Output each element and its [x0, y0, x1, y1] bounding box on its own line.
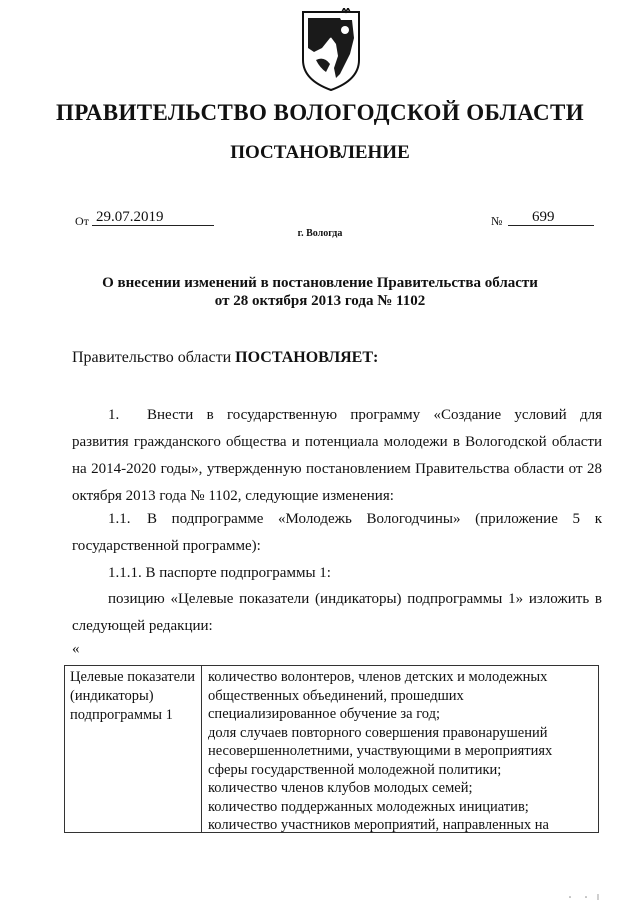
paragraph-1	[72, 402, 602, 510]
indicators-table	[64, 665, 599, 833]
document-date: 29.07.2019	[92, 209, 214, 226]
document-type: ПОСТАНОВЛЕНИЕ	[230, 142, 410, 163]
organization-title: ПРАВИТЕЛЬСТВО ВОЛОГОДСКОЙ ОБЛАСТИ	[55, 100, 585, 125]
paragraph-1-1	[72, 506, 602, 560]
paragraph-position: позицию «Целевые показатели (индикаторы) подпрограммы 1» изложить в следующей редакции:	[72, 591, 602, 634]
paragraph-1-text: Внести в государственную программу «Создание условий для развития гражданского общества и потенциала молодежи в Вологодской области на 2014-2020 годы», утвержденную постановлением Правительства области от 28 октября 2013 года № 1102, следующие изменения:	[72, 407, 602, 504]
subject-line-1: О внесении изменений в постановление Правительства области	[102, 275, 538, 291]
number-prefix: №	[491, 214, 503, 228]
coat-of-arms-emblem	[300, 8, 362, 92]
paragraph-1-1-number: 1.1.	[108, 511, 131, 527]
city-label: г. Вологда	[297, 228, 343, 239]
subject-line-2: от 28 октября 2013 года № 1102	[214, 293, 426, 309]
preamble-prefix: Правительство области	[72, 349, 236, 366]
date-prefix: От	[75, 214, 89, 228]
table-right-cell: количество волонтеров, членов детских и молодежных общественных объединений, прошедших специализированное обучение за год; доля случаев повторного совершения правонарушений несовершеннолетними, участвующими в мероприятиях сферы государственной молодежной политики; количество членов клубов молодых семей; количество поддержанных молодежных инициатив; количество участников мероприятий, направленных на	[208, 669, 553, 833]
paragraph-1-1-1: 1.1.1. В паспорте подпрограммы 1:	[108, 565, 331, 581]
document-number: 699	[508, 209, 594, 226]
opening-quote-mark: «	[72, 641, 80, 657]
scan-marks	[568, 893, 608, 901]
table-left-cell: Целевые показатели (индикаторы) подпрограммы 1	[65, 666, 202, 832]
paragraph-1-number: 1.	[108, 407, 120, 423]
preamble-keyword: ПОСТАНОВЛЯЕТ:	[235, 349, 379, 366]
paragraph-1-1-text: В подпрограмме «Молодежь Вологодчины» (приложение 5 к государственной программе):	[72, 511, 602, 554]
preamble	[72, 349, 378, 367]
document-subject	[0, 274, 640, 310]
